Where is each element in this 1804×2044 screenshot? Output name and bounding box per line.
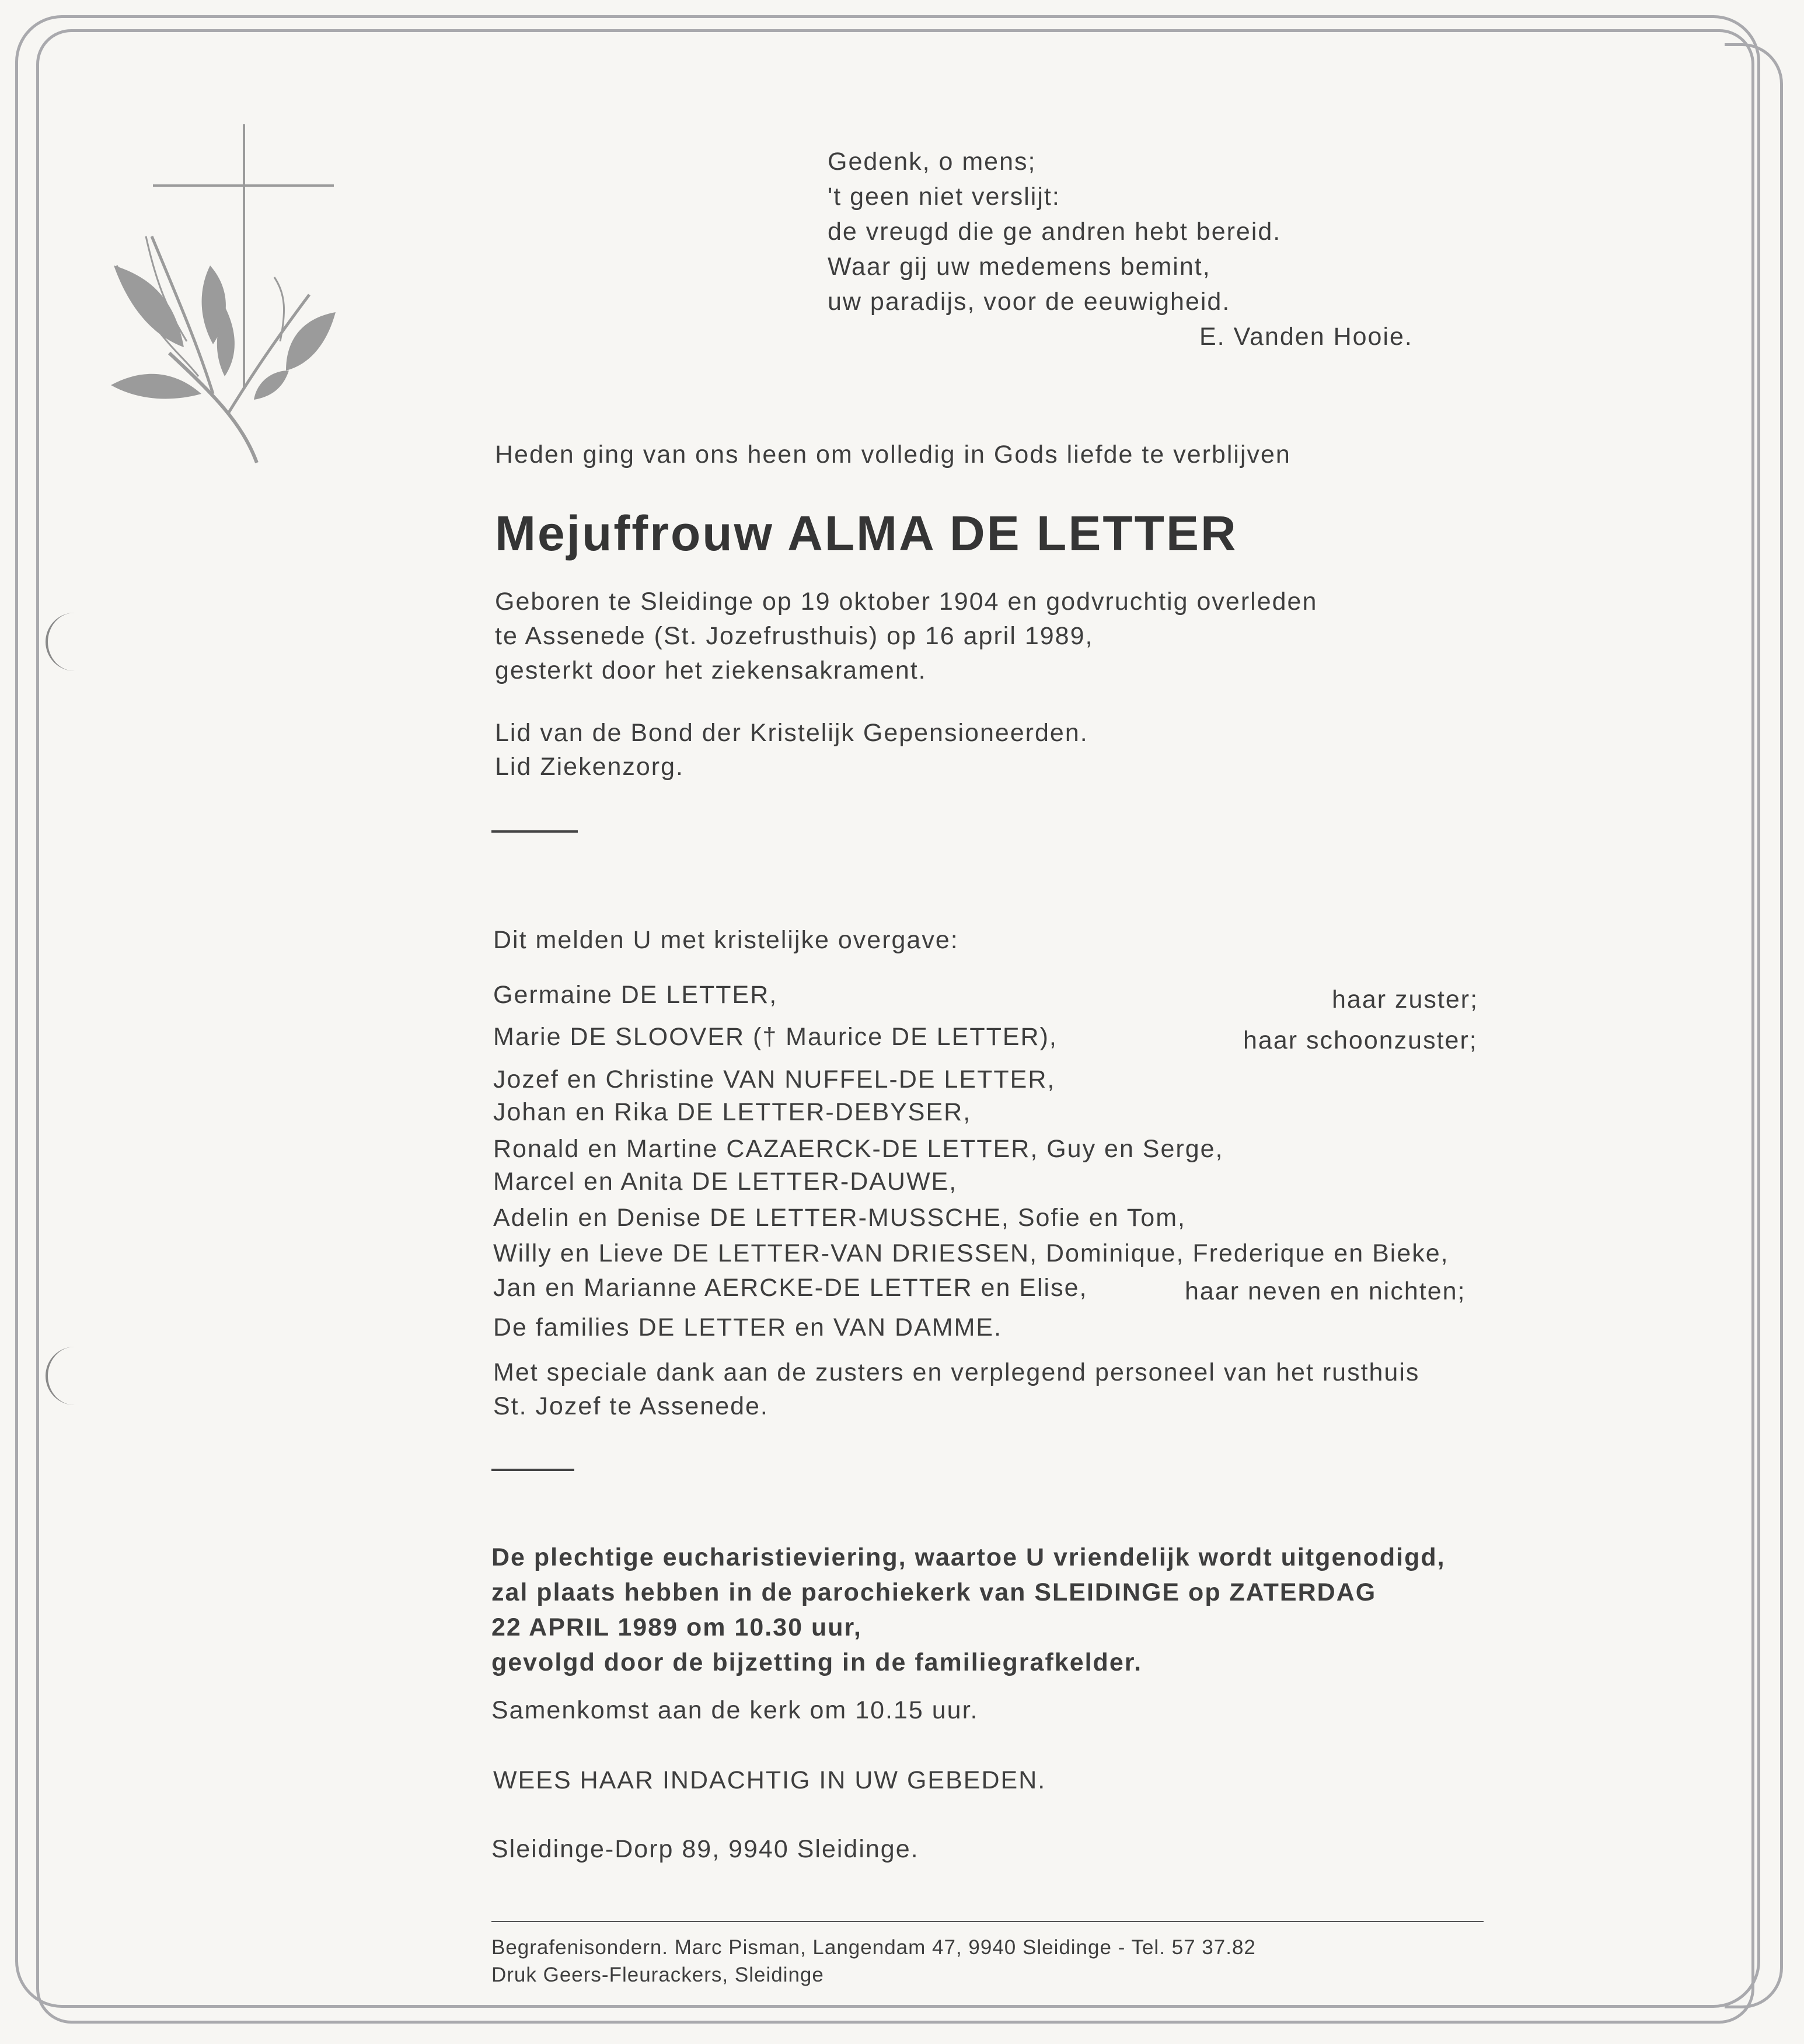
- gathering-text: Samenkomst aan de kerk om 10.15 uur.: [491, 1696, 979, 1724]
- membership-line-2: Lid Ziekenzorg.: [495, 753, 684, 781]
- intro-text: Heden ging van ons heen om volledig in Gods liefde te verblijven: [495, 441, 1291, 469]
- service-line-3: 22 APRIL 1989 om 10.30 uur,: [491, 1613, 862, 1641]
- remember-text: WEES HAAR INDACHTIG IN UW GEBEDEN.: [493, 1766, 1046, 1794]
- family-line: Germaine DE LETTER,: [493, 981, 778, 1009]
- thanks-line-1: Met speciale dank aan de zusters en verplegend personeel van het rusthuis: [493, 1358, 1420, 1386]
- family-line: Jan en Marianne AERCKE-DE LETTER en Elise,: [493, 1274, 1088, 1302]
- poem-line-1: Gedenk, o mens;: [828, 148, 1037, 176]
- family-line: Willy en Lieve DE LETTER-VAN DRIESSEN, Dominique, Frederique en Bieke,: [493, 1239, 1449, 1267]
- family-line: De families DE LETTER en VAN DAMME.: [493, 1313, 1003, 1341]
- announce-intro: Dit melden U met kristelijke overgave:: [493, 926, 959, 954]
- family-line: Johan en Rika DE LETTER-DEBYSER,: [493, 1098, 972, 1126]
- poem-line-3: de vreugd die ge andren hebt bereid.: [828, 218, 1282, 246]
- poem-author: E. Vanden Hooie.: [1199, 323, 1413, 351]
- birth-line-1: Geboren te Sleidinge op 19 oktober 1904 en godvruchtig overleden: [495, 588, 1318, 616]
- separator-rule: [491, 830, 578, 833]
- service-line-4: gevolgd door de bijzetting in de familiegrafkelder.: [491, 1648, 1143, 1676]
- card-border-right: [1725, 43, 1783, 2008]
- family-relation: haar neven en nichten;: [1185, 1277, 1466, 1305]
- birth-line-3: gesterkt door het ziekensakrament.: [495, 656, 927, 684]
- poem-line-2: 't geen niet verslijt:: [828, 183, 1060, 211]
- deceased-name: Mejuffrouw ALMA DE LETTER: [495, 506, 1238, 561]
- poem-line-4: Waar gij uw medemens bemint,: [828, 253, 1211, 281]
- family-line: Marcel en Anita DE LETTER-DAUWE,: [493, 1168, 958, 1196]
- service-line-2: zal plaats hebben in de parochiekerk van SLEIDINGE op ZATERDAG: [491, 1578, 1377, 1606]
- address-text: Sleidinge-Dorp 89, 9940 Sleidinge.: [491, 1835, 919, 1863]
- footer-printer: Druk Geers-Fleurackers, Sleidinge: [491, 1963, 824, 1986]
- footer-rule: [491, 1921, 1484, 1922]
- cross-with-olive-branch-icon: [111, 120, 344, 470]
- family-relation: haar schoonzuster;: [1243, 1026, 1478, 1054]
- separator-rule: [491, 1469, 574, 1471]
- family-line: Adelin en Denise DE LETTER-MUSSCHE, Sofie en Tom,: [493, 1204, 1186, 1232]
- family-line: Jozef en Christine VAN NUFFEL-DE LETTER,: [493, 1065, 1056, 1093]
- family-relation: haar zuster;: [1332, 986, 1479, 1014]
- thanks-line-2: St. Jozef te Assenede.: [493, 1392, 769, 1420]
- membership-line-1: Lid van de Bond der Kristelijk Gepensioneerden.: [495, 719, 1088, 747]
- family-line: Ronald en Martine CAZAERCK-DE LETTER, Guy en Serge,: [493, 1135, 1224, 1163]
- service-line-1: De plechtige eucharistieviering, waartoe U vriendelijk wordt uitgenodigd,: [491, 1543, 1446, 1571]
- poem-line-5: uw paradijs, voor de eeuwigheid.: [828, 288, 1231, 316]
- birth-line-2: te Assenede (St. Jozefrusthuis) op 16 april 1989,: [495, 622, 1094, 650]
- family-line: Marie DE SLOOVER († Maurice DE LETTER),: [493, 1023, 1058, 1051]
- footer-undertaker: Begrafenisondern. Marc Pisman, Langendam 47, 9940 Sleidinge - Tel. 57 37.82: [491, 1936, 1256, 1959]
